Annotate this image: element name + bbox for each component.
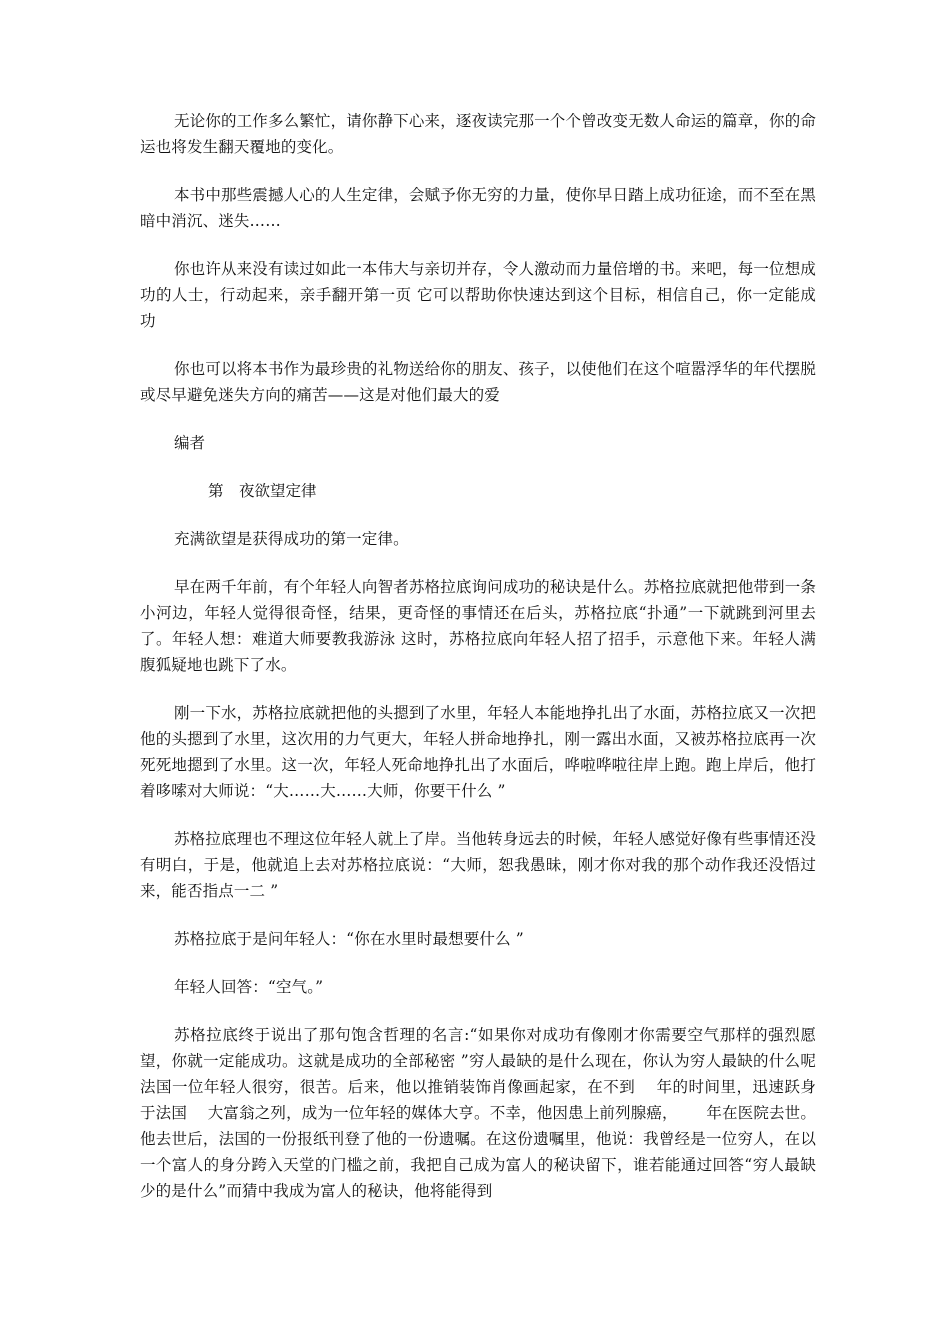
paragraph-intro-2: 本书中那些震撼人心的人生定律，会赋予你无穷的力量，使你早日踏上成功征途，而不至在黑暗中消沉、迷失……	[140, 186, 816, 230]
editor-signature: 编者	[174, 434, 206, 452]
paragraph-chapter-7: 苏格拉底终于说出了那句饱含哲理的名言:“如果你对成功有像刚才你需要空气那样的强烈愿望，你就一定能成功。这就是成功的全部秘密 ”穷人最缺的是什么现在，你认为穷人最缺的什么呢 法国一位年轻人很穷，很苦。后来，他以推销装饰肖像画起家，在不到 年的时间里，迅速跃身于法国 大富翁之列，成为一位年轻的媒体大亨。不幸，他因患上前列腺癌， 年在医院去世。他去世后，法国的一份报纸刊登了他的一份遗嘱。在这份遗嘱里，他说：我曾经是一位穷人，在以一个富人的身分跨入天堂的门槛之前，我把自己成为富人的秘诀留下，谁若能通过回答“穷人最缺少的是什么”而猜中我成为富人的秘诀，他将能得到	[140, 1026, 816, 1200]
chapter-title: 第 夜欲望定律	[208, 482, 317, 500]
paragraph-chapter-1: 充满欲望是获得成功的第一定律。	[174, 530, 409, 548]
paragraph-intro-1: 无论你的工作多么繁忙，请你静下心来，逐夜读完那一个个曾改变无数人命运的篇章，你的命运也将发生翻天覆地的变化。	[140, 112, 816, 156]
paragraph-chapter-6: 年轻人回答：“空气。”	[174, 978, 324, 996]
paragraph-chapter-5: 苏格拉底于是问年轻人：“你在水里时最想要什么 ”	[174, 930, 524, 948]
paragraph-intro-4: 你也可以将本书作为最珍贵的礼物送给你的朋友、孩子，以使他们在这个喧嚣浮华的年代摆脱或尽早避免迷失方向的痛苦——这是对他们最大的爱	[140, 360, 816, 404]
paragraph-chapter-3: 刚一下水，苏格拉底就把他的头摁到了水里，年轻人本能地挣扎出了水面，苏格拉底又一次把他的头摁到了水里，这次用的力气更大，年轻人拼命地挣扎，刚一露出水面，又被苏格拉底再一次死死地摁到了水里。这一次，年轻人死命地挣扎出了水面后，哗啦哗啦往岸上跑。跑上岸后，他打着哆嗦对大师说：“大……大……大师，你要干什么 ”	[140, 704, 816, 800]
paragraph-chapter-2: 早在两千年前，有个年轻人向智者苏格拉底询问成功的秘诀是什么。苏格拉底就把他带到一条小河边，年轻人觉得很奇怪，结果，更奇怪的事情还在后头，苏格拉底“扑通”一下就跳到河里去了。年轻人想：难道大师要教我游泳 这时，苏格拉底向年轻人招了招手，示意他下来。年轻人满腹狐疑地也跳下了水。	[140, 578, 816, 674]
document-page	[140, 108, 816, 1226]
paragraph-chapter-4: 苏格拉底理也不理这位年轻人就上了岸。当他转身远去的时候，年轻人感觉好像有些事情还没有明白，于是，他就追上去对苏格拉底说：“大师，恕我愚昧，刚才你对我的那个动作我还没悟过来，能否指点一二 ”	[140, 830, 816, 900]
paragraph-intro-3: 你也许从来没有读过如此一本伟大与亲切并存，令人激动而力量倍增的书。来吧，每一位想成功的人士，行动起来，亲手翻开第一页 它可以帮助你快速达到这个目标，相信自己，你一定能成功	[140, 260, 816, 330]
